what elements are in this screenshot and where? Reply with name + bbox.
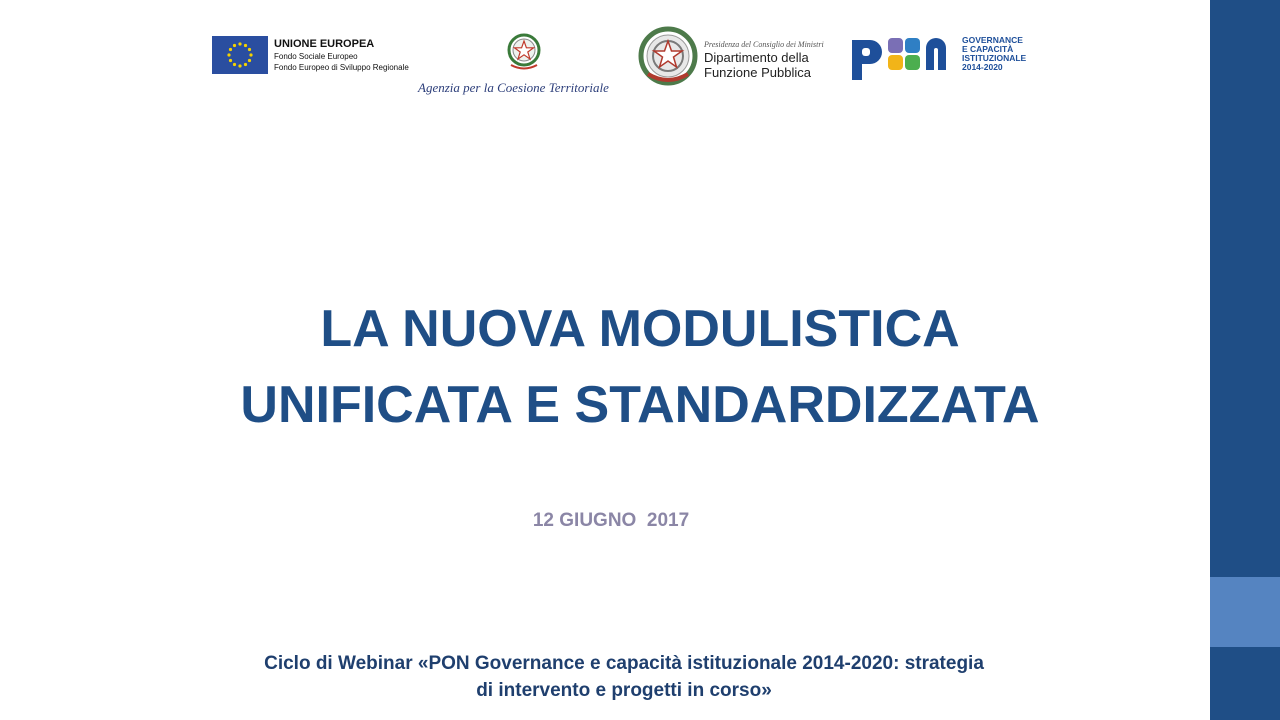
slide-title-line1: LA NUOVA MODULISTICA — [320, 300, 960, 358]
footer-line1: Ciclo di Webinar «PON Governance e capacità istituzionale 2014-2020: strategia — [264, 653, 984, 674]
webinar-footer — [0, 650, 1248, 704]
dipartimento-name — [704, 50, 811, 80]
eu-title: UNIONE EUROPEA — [274, 38, 375, 50]
presidenza-text: Presidenza del Consiglio dei Ministri — [704, 40, 824, 49]
agenzia-coesione-logo — [418, 32, 630, 102]
funzione-pubblica-logo — [638, 26, 838, 88]
repubblica-emblem-icon — [638, 26, 698, 86]
eu-fund-1: Fondo Sociale Europeo — [274, 52, 358, 61]
pon-logo — [850, 34, 1040, 82]
eu-fund-2: Fondo Europeo di Sviluppo Regionale — [274, 63, 409, 72]
pon-line1: GOVERNANCE — [962, 35, 1023, 45]
pon-line2: E CAPACITÀ — [962, 44, 1014, 54]
pon-line3: ISTITUZIONALE — [962, 53, 1027, 63]
dipartimento-line2: Funzione Pubblica — [704, 65, 811, 80]
slide-date: 12 GIUGNO 2017 — [532, 510, 690, 531]
pon-text — [962, 36, 1026, 72]
eu-flag-icon — [212, 36, 268, 74]
agenzia-text: Agenzia per la Coesione Territoriale — [418, 80, 609, 95]
slide-title-line2: UNIFICATA E STANDARDIZZATA — [240, 376, 1040, 434]
eu-logo — [212, 36, 409, 74]
footer-line2: di intervento e progetti in corso» — [476, 680, 772, 701]
pon-line4: 2014-2020 — [962, 62, 1003, 72]
italian-emblem-icon — [505, 32, 543, 72]
side-bar-accent — [1210, 577, 1280, 647]
dipartimento-line1: Dipartimento della — [704, 50, 809, 65]
pon-letters-icon — [850, 34, 956, 82]
